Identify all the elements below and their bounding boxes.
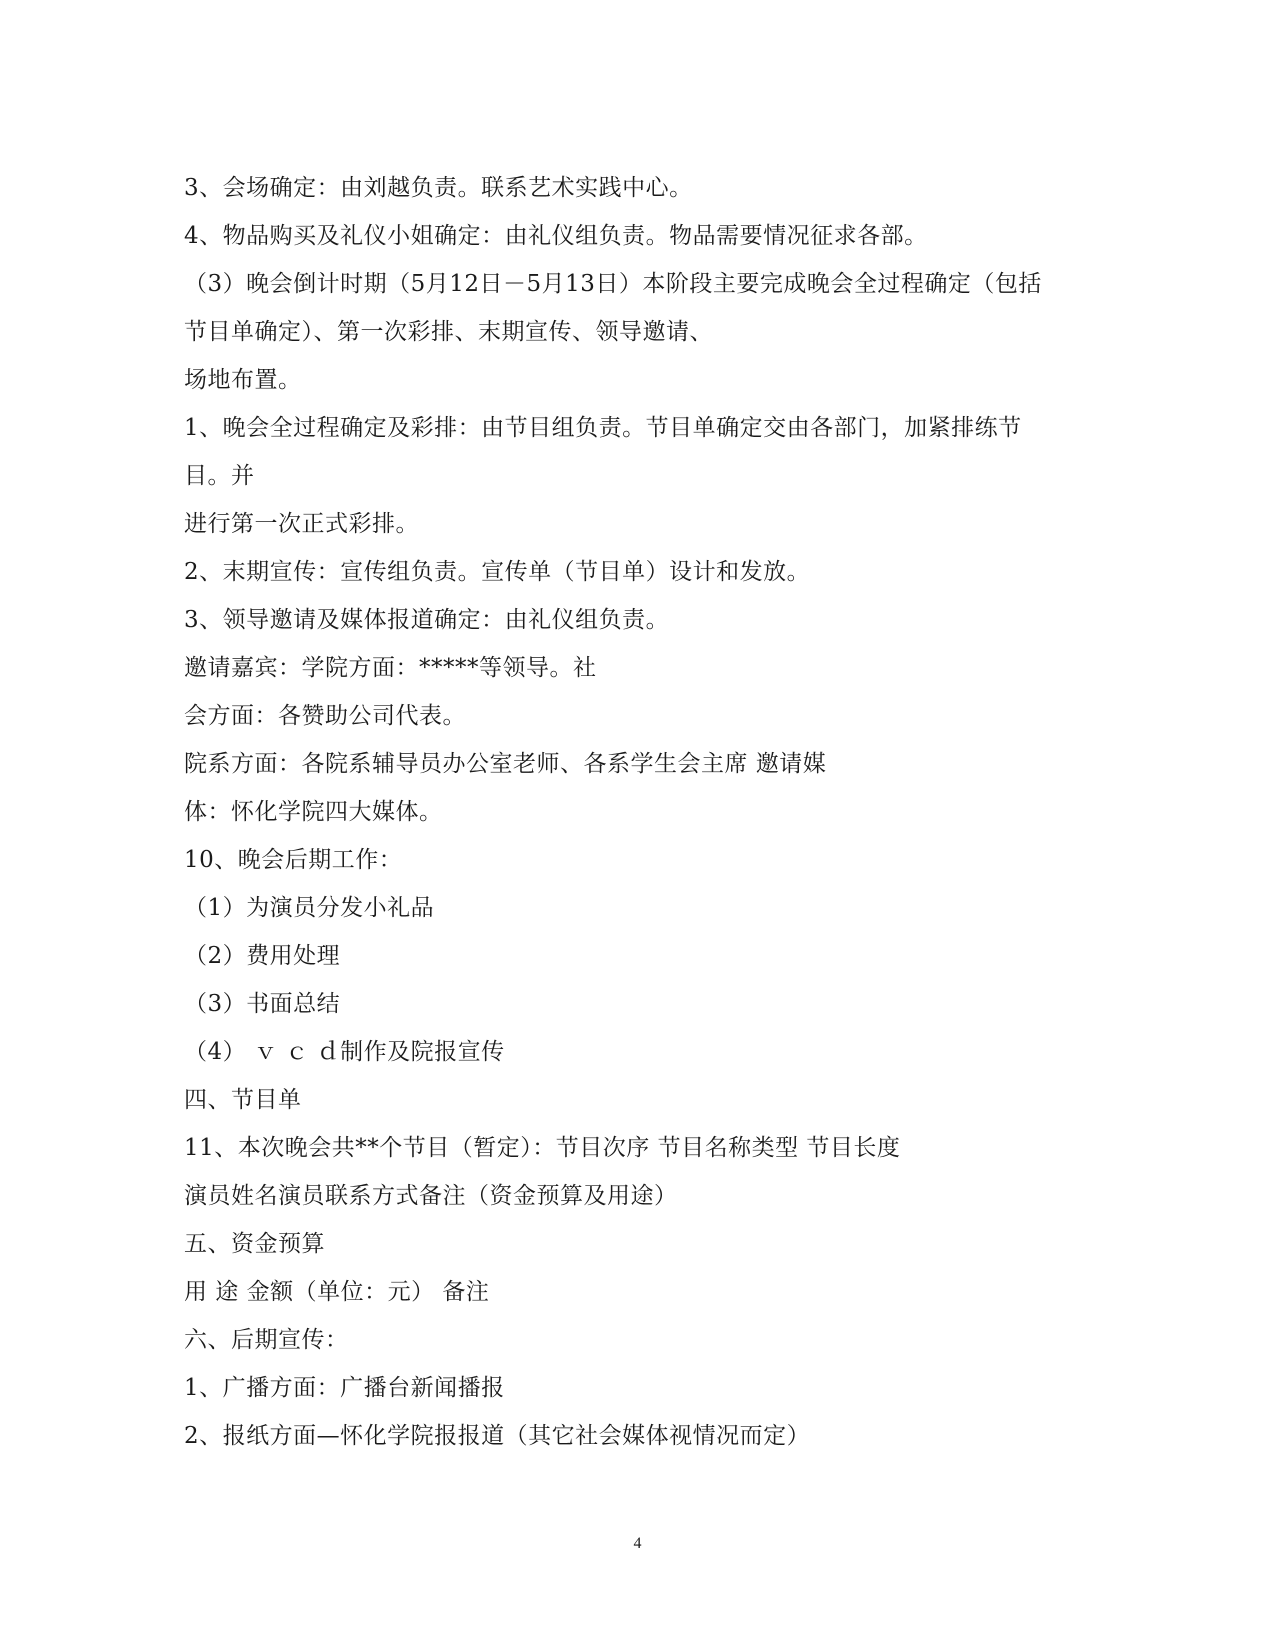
text-line: 场地布置。 xyxy=(184,367,302,393)
text-line: 2、报纸方面—怀化学院报报道（其它社会媒体视情况而定） xyxy=(184,1423,811,1449)
text-line: 会方面：各赞助公司代表。 xyxy=(184,703,466,729)
text-line: 邀请嘉宾：学院方面：*****等领导。社 xyxy=(184,655,597,681)
text-line: 11、本次晚会共**个节目（暂定）：节目次序 节目名称类型 节目长度 xyxy=(184,1135,901,1161)
text-line: 3、领导邀请及媒体报道确定：由礼仪组负责。 xyxy=(184,607,670,633)
text-line: 1、晚会全过程确定及彩排：由节目组负责。节目单确定交由各部门，加紧排练节 xyxy=(184,415,1022,441)
text-line: 进行第一次正式彩排。 xyxy=(184,511,419,537)
page-number: 4 xyxy=(633,1535,642,1552)
section-heading: 五、资金预算 xyxy=(184,1231,325,1257)
text-line: 目。并 xyxy=(184,463,255,489)
text-line: 1、广播方面：广播台新闻播报 xyxy=(184,1375,505,1401)
text-line: （4） ｖ ｃ ｄ制作及院报宣传 xyxy=(184,1039,505,1065)
text-line: （2）费用处理 xyxy=(184,943,341,969)
text-line: 3、会场确定：由刘越负责。联系艺术实践中心。 xyxy=(184,175,693,201)
section-heading: 四、节目单 xyxy=(184,1087,302,1113)
text-line: 10、晚会后期工作： xyxy=(184,847,403,873)
text-line: （3）书面总结 xyxy=(184,991,341,1017)
text-line: （1）为演员分发小礼品 xyxy=(184,895,435,921)
text-line: 体：怀化学院四大媒体。 xyxy=(184,799,443,825)
text-line: 演员姓名演员联系方式备注（资金预算及用途） xyxy=(184,1183,678,1209)
text-line: 节目单确定）、第一次彩排、末期宣传、领导邀请、 xyxy=(184,319,713,345)
text-line: 院系方面：各院系辅导员办公室老师、各系学生会主席 邀请媒 xyxy=(184,751,827,777)
text-line: （3）晚会倒计时期（5月12日－5月13日）本阶段主要完成晚会全过程确定（包括 xyxy=(184,271,1042,297)
text-line: 4、物品购买及礼仪小姐确定：由礼仪组负责。物品需要情况征求各部。 xyxy=(184,223,928,249)
text-line: 2、末期宣传：宣传组负责。宣传单（节目单）设计和发放。 xyxy=(184,559,811,585)
section-heading: 六、后期宣传： xyxy=(184,1327,349,1353)
text-line: 用 途 金额（单位：元） 备注 xyxy=(184,1279,490,1305)
document-body xyxy=(184,164,1084,1460)
